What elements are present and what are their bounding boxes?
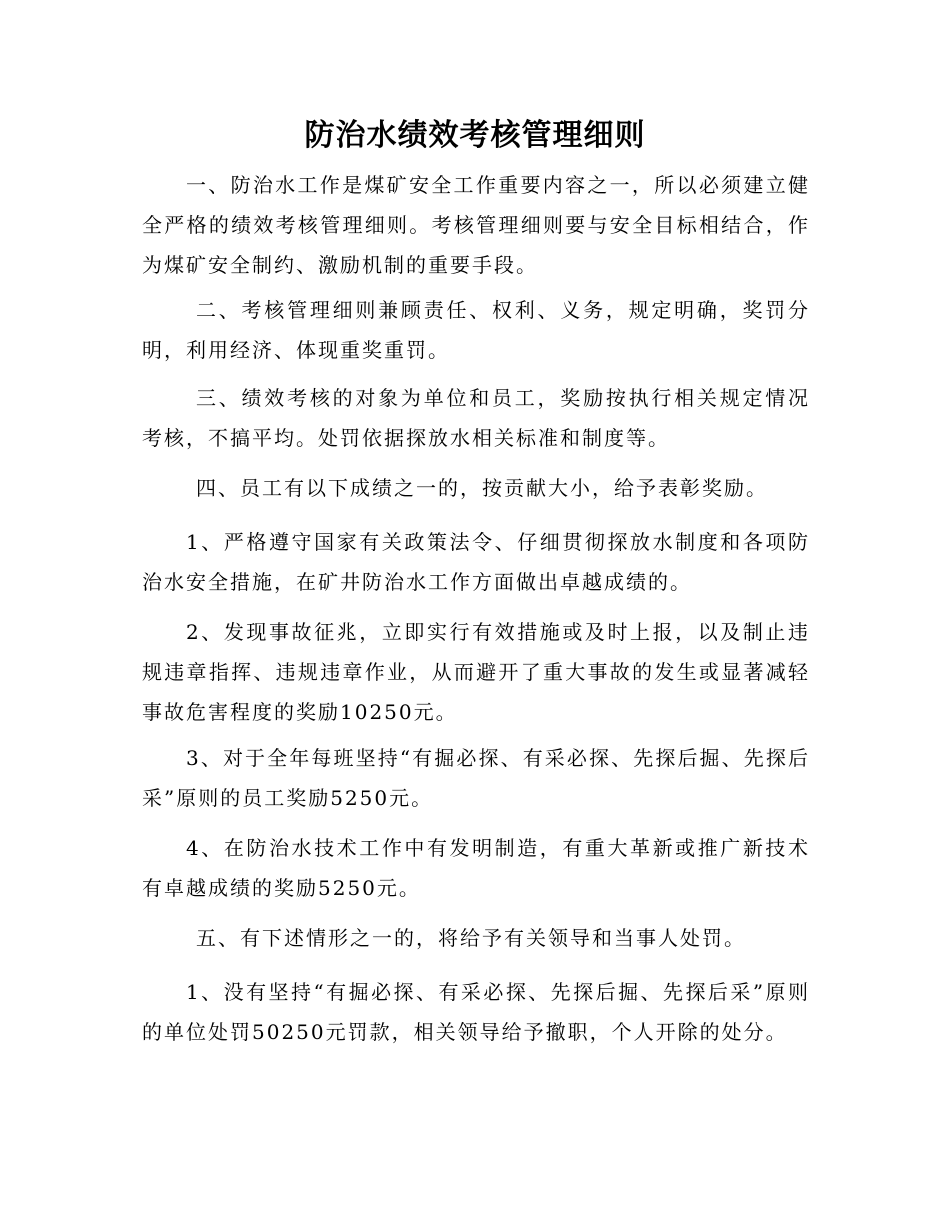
paragraph-1: 一、防治水工作是煤矿安全工作重要内容之一，所以必须建立健全严格的绩效考核管理细则。考核管理细则要与安全目标相结合，作为煤矿安全制约、激励机制的重要手段。	[142, 173, 810, 277]
paragraph-10: 1、没有坚持“有掘必探、有采必探、先探后掘、先探后采”原则的单位处罚50250元罚款，相关领导给予撤职，个人开除的处分。	[142, 980, 810, 1044]
document-title: 防治水绩效考核管理细则	[304, 118, 646, 153]
paragraph-9: 五、有下述情形之一的，将给予有关领导和当事人处罚。	[196, 926, 746, 950]
paragraph-2: 二、考核管理细则兼顾责任、权利、义务，规定明确，奖罚分明，利用经济、体现重奖重罚。	[142, 298, 810, 362]
paragraph-8: 4、在防治水技术工作中有发明制造，有重大革新或推广新技术有卓越成绩的奖励5250元。	[142, 836, 810, 900]
paragraph-3: 三、绩效考核的对象为单位和员工，奖励按执行相关规定情况考核，不搞平均。处罚依据探放水相关标准和制度等。	[142, 386, 810, 450]
paragraph-6: 2、发现事故征兆，立即实行有效措施或及时上报，以及制止违规违章指挥、违规违章作业，从而避开了重大事故的发生或显著减轻事故危害程度的奖励10250元。	[142, 620, 810, 724]
paragraph-5: 1、严格遵守国家有关政策法令、仔细贯彻探放水制度和各项防治水安全措施，在矿井防治水工作方面做出卓越成绩的。	[142, 530, 810, 594]
paragraph-7: 3、对于全年每班坚持“有掘必探、有采必探、先探后掘、先探后采”原则的员工奖励5250元。	[142, 746, 810, 810]
paragraph-4: 四、员工有以下成绩之一的，按贡献大小，给予表彰奖励。	[196, 476, 768, 500]
